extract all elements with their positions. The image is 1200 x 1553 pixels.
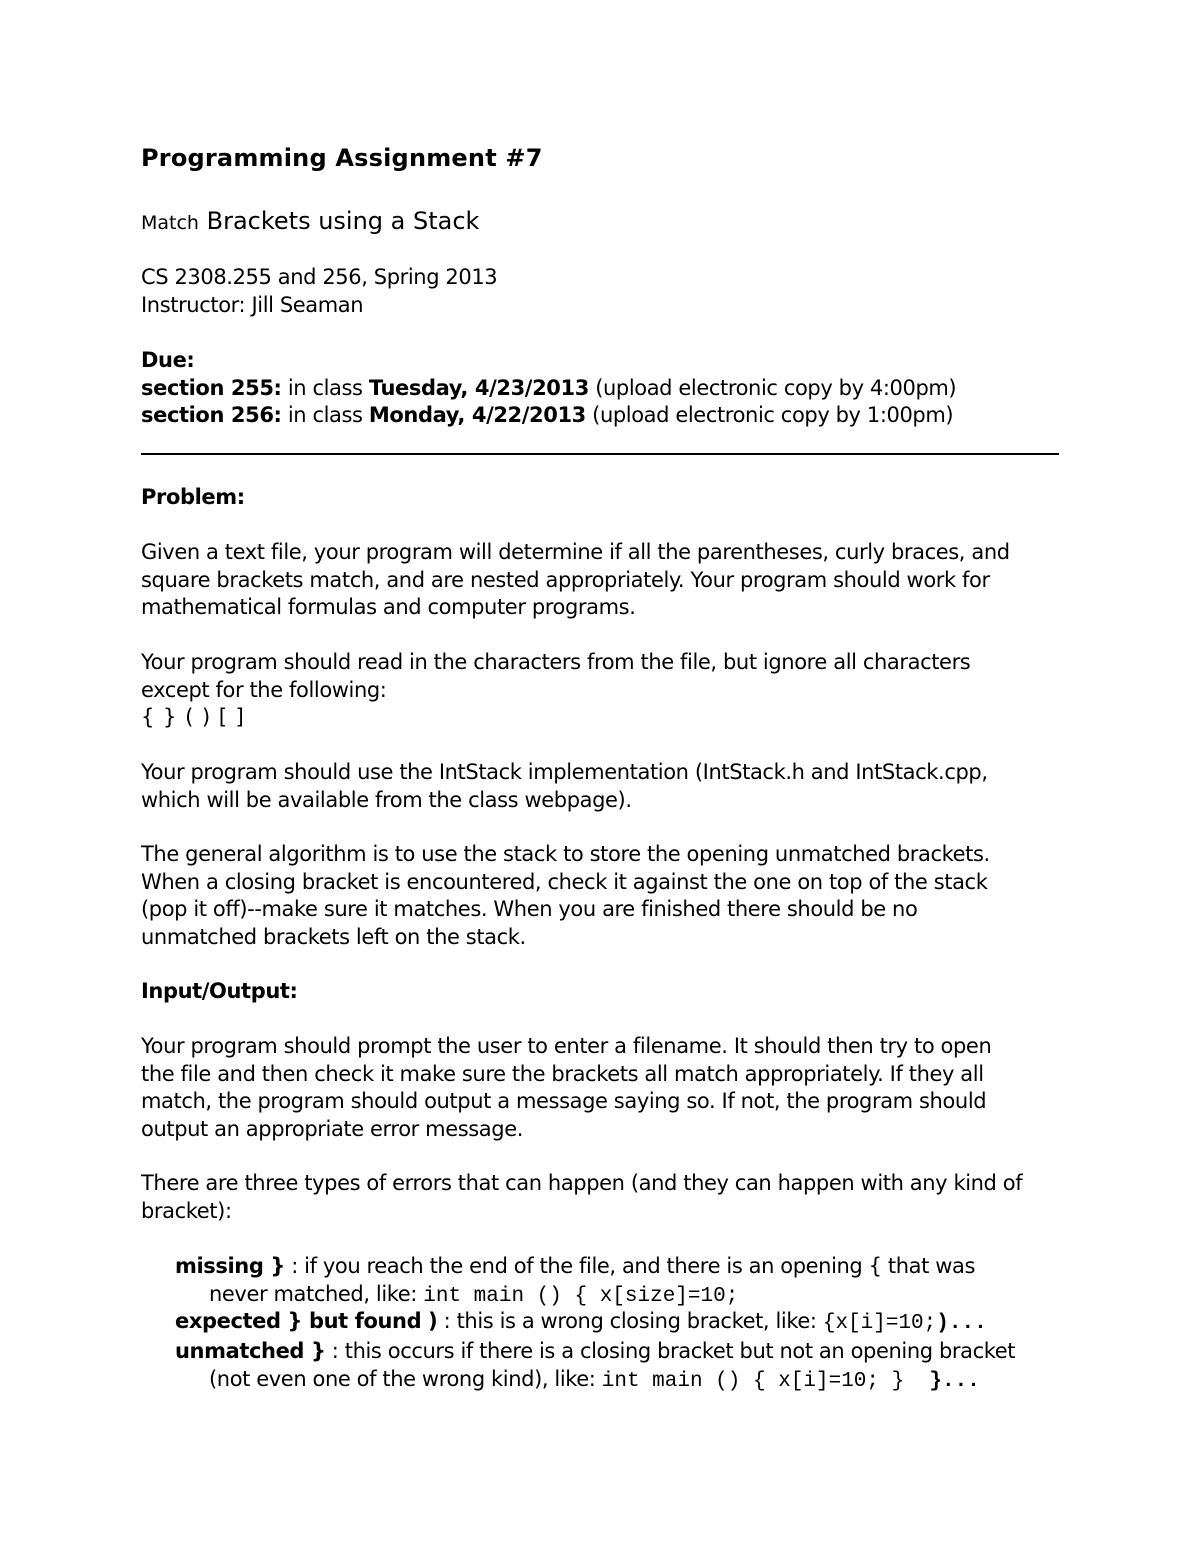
error-missing: missing } : if you reach the end of the file, and there is an opening { that was never matched, like: int main () { x[size]=10; <box>175 1254 975 1308</box>
due-label: Due: <box>141 348 195 372</box>
subtitle-rest: Brackets using a Stack <box>198 207 480 235</box>
assignment-subtitle <box>141 204 479 240</box>
subtitle-lead: Match <box>141 212 199 234</box>
io-paragraph-2: There are three types of errors that can happen (and they can happen with any kind of bracket): <box>141 1171 1023 1223</box>
horizontal-divider <box>141 453 1059 455</box>
page-title: Programming Assignment #7 <box>141 144 543 172</box>
io-paragraph-1: Your program should prompt the user to enter a filename. It should then try to open the file and then check it make sure the brackets all match appropriately. If they all match, the program should output a message saying so. If not, the program should output an appropriate error message. <box>141 1034 992 1141</box>
course-line: CS 2308.255 and 256, Spring 2013 <box>141 265 498 289</box>
problem-paragraph-1: Given a text file, your program will determine if all the parentheses, curly braces, and square brackets match, and are nested appropriately. Your program should work for mathematical formulas and computer programs. <box>141 540 1010 619</box>
bracket-characters: { } ( ) [ ] <box>141 705 245 729</box>
instructor-line: Instructor: Jill Seaman <box>141 292 364 317</box>
due-section-255: section 255: in class Tuesday, 4/23/2013 (upload electronic copy by 4:00pm) <box>141 375 957 400</box>
problem-paragraph-2: Your program should read in the characters from the file, but ignore all characters except for the following: { } ( ) [ ] <box>141 649 970 732</box>
problem-paragraph-4: The general algorithm is to use the stack to store the opening unmatched brackets. When a closing bracket is encountered, check it against the one on top of the stack (pop it off)--make sure it matches. When you are finished there should be no unmatched brackets left on the stack. <box>141 842 990 949</box>
problem-paragraph-3: Your program should use the IntStack implementation (IntStack.h and IntStack.cpp, which will be available from the class webpage). <box>141 760 988 812</box>
due-section-256: section 256: in class Monday, 4/22/2013 (upload electronic copy by 1:00pm) <box>141 403 954 427</box>
io-heading: Input/Output: <box>141 979 298 1003</box>
problem-heading: Problem: <box>141 485 245 509</box>
error-unmatched: unmatched } : this occurs if there is a closing bracket but not an opening bracket (not even one of the wrong kind), like: int main () { x[i]=10; } }... <box>175 1339 1016 1393</box>
error-expected: expected } but found ) : this is a wrong closing bracket, like: {x[i]=10;)... <box>175 1309 987 1335</box>
